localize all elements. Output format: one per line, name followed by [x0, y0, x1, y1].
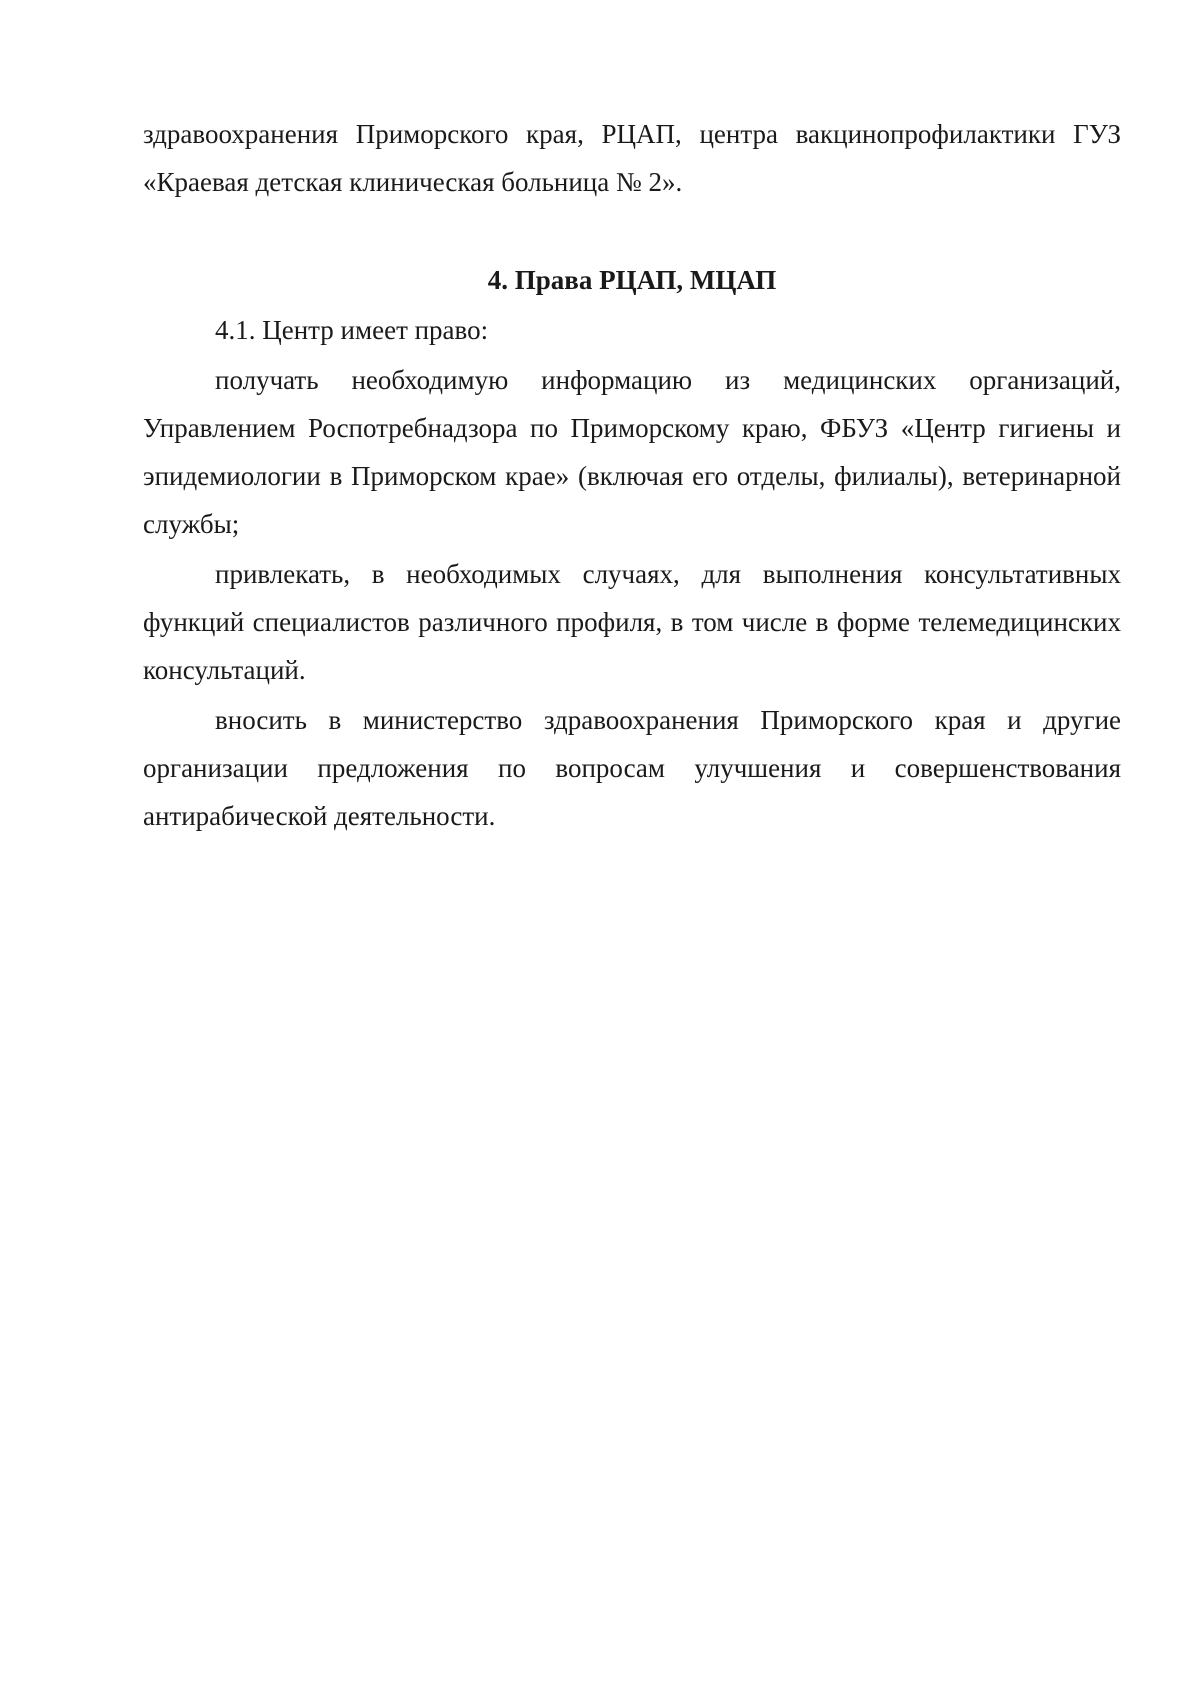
section-body	[143, 306, 1121, 840]
intro-paragraph: здравоохранения Приморского края, РЦАП, центра вакцинопрофилактики ГУЗ «Краевая детская клиническая больница № 2».	[143, 119, 1121, 197]
section-heading: 4. Права РЦАП, МЦАП	[487, 265, 777, 295]
clause-paragraph: вносить в министерство здравоохранения Приморского края и другие организации предложения по вопросам улучшения и совершенствования антирабической деятельности.	[143, 705, 1121, 831]
intro-paragraph-block	[143, 110, 1121, 206]
clause-paragraph: 4.1. Центр имеет право:	[215, 315, 489, 345]
clause-paragraph: получать необходимую информацию из медицинских организаций, Управлением Роспотребнадзора по Приморскому краю, ФБУЗ «Центр гигиены и эпидемиологии в Приморском крае» (включая его отделы, филиалы), ветеринарной службы;	[143, 365, 1121, 539]
clause-paragraph: привлекать, в необходимых случаях, для выполнения консультативных функций специалистов различного профиля, в том числе в форме телемедицинских консультаций.	[143, 559, 1121, 685]
